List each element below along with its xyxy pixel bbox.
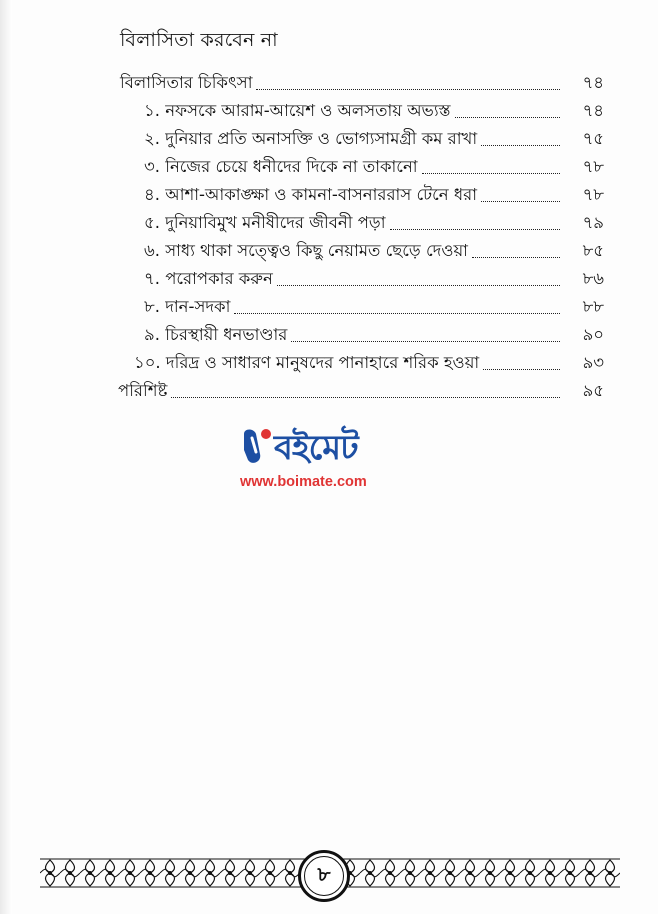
toc-entry-title: ৬. সাধ্য থাকা সত্ত্বেও কিছু নেয়ামত ছেড়ে দেওয়া: [144, 241, 468, 260]
toc-entry: [118, 380, 604, 402]
toc-leader: [234, 313, 560, 314]
toc-entry: [144, 268, 604, 290]
toc-entry-page: ৯৫: [582, 381, 604, 400]
toc-leader: [277, 285, 560, 286]
toc-entry-title: পরিশিষ্ট: [118, 381, 168, 400]
toc-entry-title: ১. নফসকে আরাম-আয়েশ ও অলসতায় অভ্যস্ত: [144, 101, 451, 120]
toc-leader: [422, 173, 560, 174]
toc-entry: [144, 128, 604, 150]
toc-entry: [144, 296, 604, 318]
toc-leader: [171, 397, 560, 398]
toc-entry-page: ৮৫: [582, 241, 604, 260]
toc-leader: [455, 117, 561, 118]
toc-entry-page: ৯০: [582, 325, 604, 344]
toc-entry: [120, 72, 604, 94]
toc-entry: [134, 352, 604, 374]
toc-entry-title: ৫. দুনিয়াবিমুখ মনীষীদের জীবনী পড়া: [144, 213, 386, 232]
page-number-ring: [304, 856, 344, 896]
watermark-url: www.boimate.com: [240, 474, 367, 490]
toc-entry: [144, 240, 604, 262]
toc-entry-title: ১০. দরিদ্র ও সাধারণ মানুষদের পানাহারে শরিক হওয়া: [134, 353, 480, 372]
toc-entry-page: ৭৪: [582, 101, 604, 120]
running-head: বিলাসিতা করবেন না: [120, 29, 278, 51]
toc-leader: [483, 369, 560, 370]
toc-leader: [481, 145, 560, 146]
toc-entry-title: ৩. নিজের চেয়ে ধনীদের দিকে না তাকানো: [144, 157, 418, 176]
toc-entry-page: ৭৪: [582, 73, 604, 92]
toc-leader: [481, 201, 560, 202]
toc-entry-title: বিলাসিতার চিকিৎসা: [120, 73, 253, 92]
toc-entry-page: ৭৫: [582, 129, 604, 148]
toc-leader: [390, 229, 561, 230]
toc-leader: [472, 257, 560, 258]
toc-entry: [144, 184, 604, 206]
boimate-logo-icon: [238, 424, 276, 468]
page-edge-shadow: [0, 0, 12, 914]
toc-leader: [291, 341, 560, 342]
toc-entry: [144, 156, 604, 178]
page-number-badge: [298, 850, 350, 902]
toc-entry-page: ৮৮: [582, 297, 604, 316]
toc-entry-title: ৭. পরোপকার করুন: [144, 269, 273, 288]
toc-entry-title: ২. দুনিয়ার প্রতি অনাসক্তি ও ভোগ্যসামগ্রী কম রাখা: [144, 129, 478, 148]
toc-entry-title: ৮. দান-সদকা: [144, 297, 231, 316]
toc-leader: [256, 89, 560, 90]
toc-entry-page: ৭৮: [582, 157, 604, 176]
toc-entry: [144, 100, 604, 122]
toc-entry: [144, 212, 604, 234]
watermark-brand: বইমেট: [274, 428, 358, 468]
toc-entry: [144, 324, 604, 346]
toc-entry-page: ৮৬: [582, 269, 604, 288]
toc-entry-page: ৭৮: [582, 185, 604, 204]
toc-entry-title: ৪. আশা-আকাঙ্ক্ষা ও কামনা-বাসনাররাস টেনে ধরা: [144, 185, 477, 204]
boimate-watermark: [238, 420, 428, 500]
toc-entry-page: ৭৯: [582, 213, 604, 232]
page-number: ৮: [317, 861, 331, 886]
toc-entry-page: ৯৩: [582, 353, 604, 372]
toc-entry-title: ৯. চিরস্থায়ী ধনভাণ্ডার: [144, 325, 288, 344]
